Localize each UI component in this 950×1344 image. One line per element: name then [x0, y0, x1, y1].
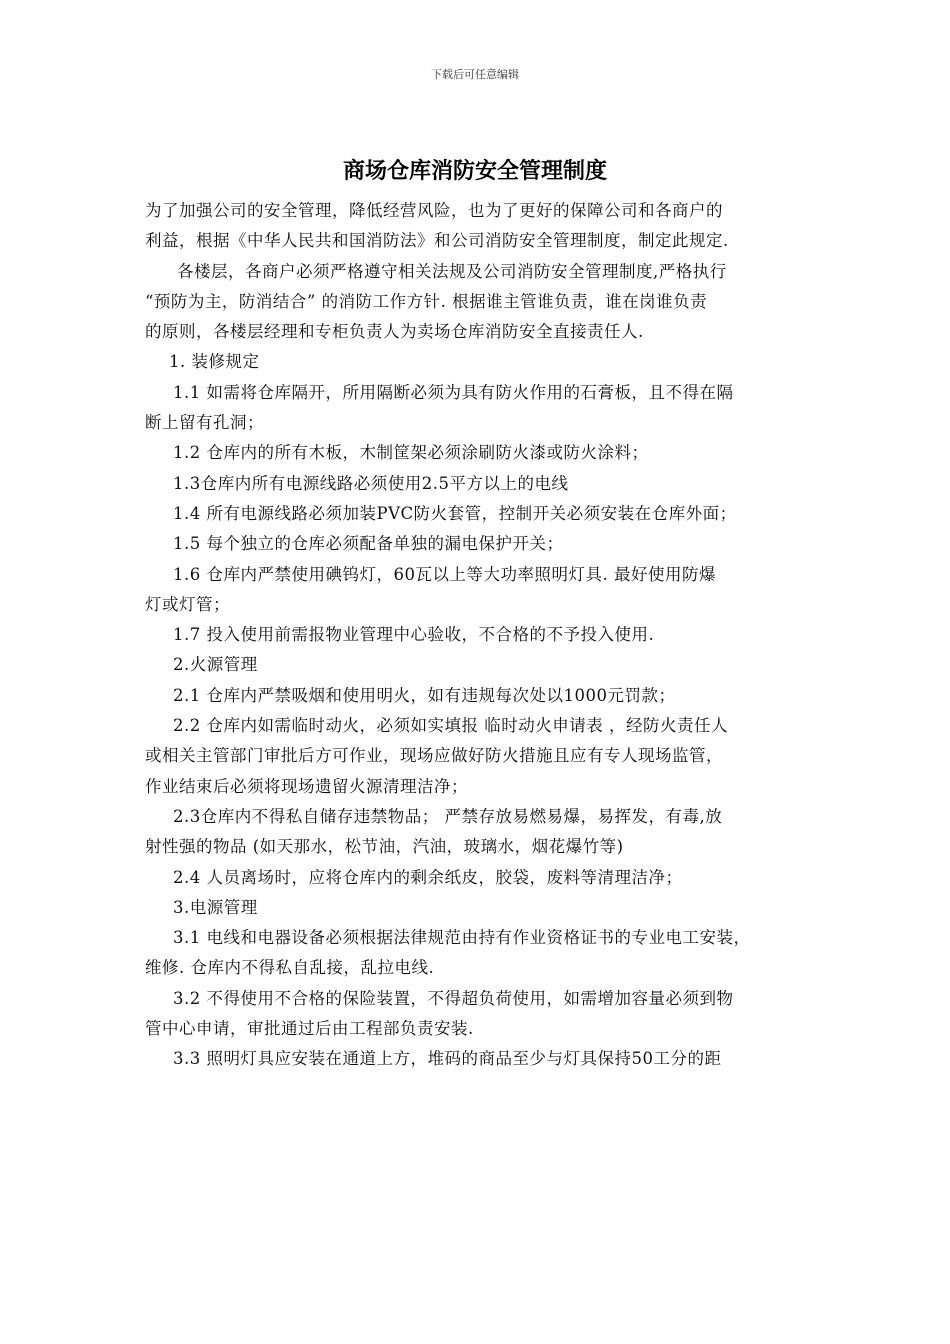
- body-line: 灯或灯管；: [145, 594, 230, 614]
- body-line: 作业结束后必须将现场遗留火源清理洁净；: [145, 776, 468, 796]
- body-line: 1.4 所有电源线路必须加装PVC防火套管，控制开关必须安装在仓库外面；: [173, 503, 737, 523]
- header-note: 下载后可任意编辑: [431, 68, 519, 81]
- body-line: 3.1 电线和电器设备必须根据法律规范由持有作业资格证书的专业电工安装，: [173, 928, 751, 948]
- body-line: 1.5 每个独立的仓库必须配备单独的漏电保护开关；: [173, 534, 564, 554]
- body-line: 1.7 投入使用前需报物业管理中心验收，不合格的不予投入使用.: [173, 625, 655, 645]
- body-line: 为了加强公司的安全管理，降低经营风险，也为了更好的保障公司和各商户的: [145, 201, 723, 220]
- body-line: 各楼层，各商户必须严格遵守相关法规及公司消防安全管理制度,严格执行: [177, 261, 727, 281]
- body-line: 1.3仓库内所有电源线路必须使用2.5平方以上的电线: [173, 473, 569, 493]
- body-line: 管中心申请，审批通过后由工程部负责安装.: [145, 1019, 474, 1039]
- document-body: [145, 196, 817, 1075]
- body-line: 或相关主管部门审批后方可作业，现场应做好防火措施且应有专人现场监管，: [145, 746, 723, 766]
- body-line: 2.2 仓库内如需临时动火，必须如实填报 临时动火申请表 ，经防火责任人: [173, 716, 728, 736]
- body-line: 利益，根据《中华人民共和国消防法》和公司消防安全管理制度，制定此规定.: [145, 231, 729, 251]
- body-line: “预防为主，防消结合” 的消防工作方针. 根据谁主管谁负责，谁在岗谁负责: [145, 291, 708, 311]
- body-line: 维修. 仓库内不得私自乱接，乱拉电线.: [145, 958, 435, 978]
- body-line: 射性强的物品 (如天那水，松节油，汽油，玻璃水，烟花爆竹等): [145, 837, 624, 857]
- body-line: 1.2 仓库内的所有木板，木制筐架必须涂刷防火漆或防火涂料；: [173, 443, 649, 463]
- body-line: 断上留有孔洞；: [145, 413, 264, 433]
- body-line: 2.4 人员离场时，应将仓库内的剩余纸皮，胶袋，废料等清理洁净；: [173, 867, 683, 887]
- body-line: 2.3仓库内不得私自储存违禁物品； 严禁存放易燃易爆，易挥发，有毒,放: [173, 806, 723, 826]
- section-heading: 1. 装修规定: [169, 352, 260, 372]
- section-heading: 2.火源管理: [173, 655, 258, 675]
- document-title: 商场仓库消防安全管理制度: [342, 159, 607, 184]
- body-line: 1.6 仓库内严禁使用碘钨灯，60瓦以上等大功率照明灯具. 最好使用防爆: [173, 564, 716, 584]
- body-line: 3.2 不得使用不合格的保险装置，不得超负荷使用，如需增加容量必须到物: [173, 988, 734, 1008]
- body-line: 1.1 如需将仓库隔开，所用隔断必须为具有防火作用的石膏板，且不得在隔: [173, 382, 734, 402]
- body-line: 2.1 仓库内严禁吸烟和使用明火，如有违规每次处以1000元罚款；: [173, 685, 676, 705]
- section-heading: 3.电源管理: [173, 897, 258, 917]
- body-line: 的原则，各楼层经理和专柜负责人为卖场仓库消防安全直接责任人.: [145, 322, 644, 342]
- body-line: 3.3 照明灯具应安装在通道上方，堆码的商品至少与灯具保持50工分的距: [173, 1049, 722, 1069]
